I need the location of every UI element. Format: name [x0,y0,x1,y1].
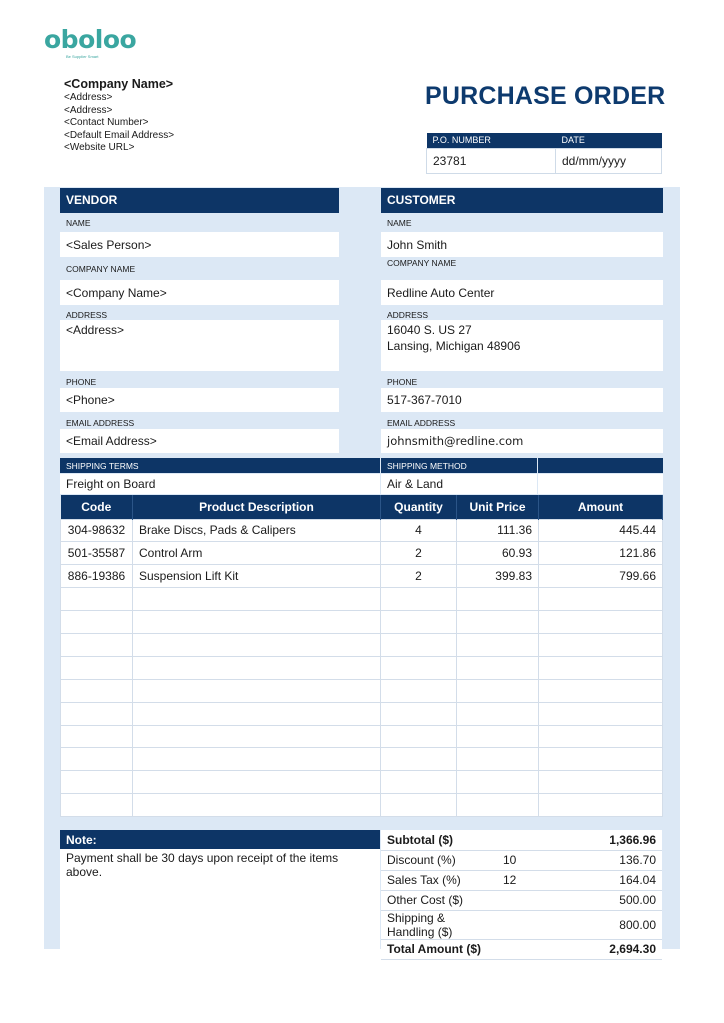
item-quantity[interactable] [381,771,457,794]
item-description[interactable] [133,794,381,817]
table-row [61,702,663,725]
item-quantity[interactable] [381,794,457,817]
item-unit-price[interactable] [457,794,539,817]
vendor-address-label: ADDRESS [66,310,108,320]
totals-row-subtotal [381,830,662,850]
item-description[interactable] [133,748,381,771]
totals-table [381,830,662,960]
company-info [64,77,174,155]
item-code[interactable] [61,771,133,794]
items-table [60,495,663,817]
customer-address-line: 16040 S. US 27 [387,323,472,337]
item-code[interactable] [61,794,133,817]
table-row [61,588,663,611]
total-label: Total Amount ($) [381,939,497,959]
item-quantity[interactable] [381,611,457,634]
item-amount[interactable] [539,725,663,748]
item-unit-price[interactable] [457,611,539,634]
col-header-code: Code [61,495,133,519]
customer-address-field[interactable] [381,320,663,371]
customer-company-field[interactable]: Redline Auto Center [381,280,663,305]
item-quantity[interactable] [381,748,457,771]
item-code[interactable]: 886-19386 [61,565,133,588]
company-line: <Contact Number> [64,117,149,128]
item-quantity[interactable] [381,702,457,725]
shipping-terms-field[interactable]: Freight on Board [60,474,380,494]
brand-name: oboloo [44,25,137,54]
item-amount[interactable] [539,794,663,817]
item-quantity[interactable] [381,588,457,611]
item-description[interactable]: Suspension Lift Kit [133,565,381,588]
item-unit-price[interactable] [457,588,539,611]
item-amount[interactable]: 799.66 [539,565,663,588]
brand-logo [44,26,136,59]
table-row [61,794,663,817]
company-line: <Website URL> [64,142,135,153]
company-line: <Default Email Address> [64,129,175,141]
item-unit-price[interactable]: 60.93 [457,542,539,565]
item-description[interactable] [133,588,381,611]
item-unit-price[interactable] [457,702,539,725]
col-header-amount: Amount [539,495,663,519]
col-header-quantity: Quantity [381,495,457,519]
item-quantity[interactable]: 2 [381,565,457,588]
vendor-company-field[interactable]: <Company Name> [60,280,339,305]
total-value: 136.70 [537,850,662,870]
customer-email-label: EMAIL ADDRESS [387,418,456,428]
totals-row-discount [381,850,662,870]
item-unit-price[interactable] [457,725,539,748]
note-heading: Note: [60,830,380,849]
shipping-extra-field[interactable] [538,474,663,494]
po-number-label: P.O. NUMBER [427,133,556,148]
item-quantity[interactable] [381,679,457,702]
table-row [61,679,663,702]
date-field[interactable]: dd/mm/yyyy [556,148,662,173]
total-label: Sales Tax (%) [381,870,497,890]
item-description[interactable]: Control Arm [133,542,381,565]
item-quantity[interactable] [381,725,457,748]
page-title: PURCHASE ORDER [425,82,666,110]
item-description[interactable] [133,771,381,794]
item-description[interactable] [133,633,381,656]
total-rate [497,890,537,910]
customer-name-field[interactable]: John Smith [381,232,663,257]
item-amount[interactable] [539,611,663,634]
vendor-name-label: NAME [66,218,91,228]
total-rate [497,939,537,959]
item-unit-price[interactable] [457,679,539,702]
vendor-heading: VENDOR [60,188,339,213]
customer-company-label: COMPANY NAME [387,258,457,268]
item-amount[interactable] [539,588,663,611]
col-header-unit-price: Unit Price [457,495,539,519]
item-amount[interactable] [539,679,663,702]
shipping-method-field[interactable]: Air & Land [381,474,537,494]
shipping-method-label: SHIPPING METHOD [381,458,537,473]
table-row [61,519,663,542]
item-quantity[interactable] [381,633,457,656]
customer-phone-field[interactable]: 517-367-7010 [381,388,663,412]
item-quantity[interactable] [381,656,457,679]
item-code[interactable] [61,633,133,656]
item-unit-price[interactable] [457,748,539,771]
item-amount[interactable]: 445.44 [539,519,663,542]
col-header-description: Product Description [133,495,381,519]
vendor-address-line: <Address> [66,323,125,337]
customer-address-label: ADDRESS [387,310,429,320]
totals-row-other-cost [381,890,662,910]
item-amount[interactable]: 121.86 [539,542,663,565]
vendor-company-label: COMPANY NAME [66,264,136,274]
shipping-terms-label: SHIPPING TERMS [60,458,380,473]
customer-name-label: NAME [387,218,412,228]
item-code[interactable] [61,725,133,748]
table-row [61,771,663,794]
item-code[interactable]: 304-98632 [61,519,133,542]
item-unit-price[interactable]: 399.83 [457,565,539,588]
item-code[interactable] [61,588,133,611]
total-value[interactable]: 800.00 [537,910,662,939]
table-row [61,565,663,588]
item-amount[interactable] [539,633,663,656]
totals-row-shipping [381,910,662,939]
note-text[interactable]: Payment shall be 30 days upon receipt of the items above. [60,849,380,949]
item-amount[interactable] [539,702,663,725]
total-label: Other Cost ($) [381,890,497,910]
total-value: 164.04 [537,870,662,890]
company-line: <Address> [64,104,113,116]
item-description[interactable] [133,679,381,702]
vendor-name-field[interactable]: <Sales Person> [60,232,339,257]
total-rate [497,830,537,850]
table-row [61,748,663,771]
table-row [61,725,663,748]
total-rate[interactable]: 10 [497,850,537,870]
item-description[interactable] [133,656,381,679]
totals-row-total [381,939,662,959]
table-row [61,611,663,634]
item-code[interactable] [61,611,133,634]
total-label: Discount (%) [381,850,497,870]
item-unit-price[interactable] [457,656,539,679]
vendor-address-field[interactable] [60,320,339,371]
vendor-email-label: EMAIL ADDRESS [66,418,135,428]
item-code[interactable]: 501-35587 [61,542,133,565]
customer-address-line: Lansing, Michigan 48906 [387,339,521,353]
customer-phone-label: PHONE [387,377,418,387]
vendor-phone-label: PHONE [66,377,97,387]
item-code[interactable] [61,748,133,771]
item-unit-price[interactable] [457,771,539,794]
table-row [61,656,663,679]
item-code[interactable] [61,656,133,679]
total-label: Shipping & Handling ($) [381,910,497,939]
shipping-extra-header [538,458,663,473]
vendor-phone-field[interactable]: <Phone> [60,388,339,412]
po-meta-table [426,133,662,174]
item-amount[interactable] [539,656,663,679]
totals-row-sales-tax [381,870,662,890]
item-description[interactable] [133,611,381,634]
company-line: <Address> [64,92,113,103]
item-description[interactable] [133,725,381,748]
item-description[interactable] [133,702,381,725]
item-quantity[interactable]: 2 [381,542,457,565]
company-name: <Company Name> [64,77,174,91]
total-rate [497,910,537,939]
total-label: Subtotal ($) [381,830,497,850]
table-row [61,542,663,565]
total-value[interactable]: 500.00 [537,890,662,910]
customer-heading: CUSTOMER [381,188,663,213]
item-unit-price[interactable] [457,633,539,656]
item-description[interactable]: Brake Discs, Pads & Calipers [133,519,381,542]
customer-email-field[interactable]: johnsmith@redline.com [381,429,663,453]
date-label: DATE [556,133,662,148]
table-row [61,633,663,656]
total-rate[interactable]: 12 [497,870,537,890]
item-amount[interactable] [539,771,663,794]
item-amount[interactable] [539,748,663,771]
item-quantity[interactable]: 4 [381,519,457,542]
total-value: 2,694.30 [537,939,662,959]
item-unit-price[interactable]: 111.36 [457,519,539,542]
item-code[interactable] [61,702,133,725]
vendor-email-field[interactable]: <Email Address> [60,429,339,453]
total-value: 1,366.96 [537,830,662,850]
po-number-field[interactable]: 23781 [427,148,556,173]
item-code[interactable] [61,679,133,702]
brand-tagline: Be Supplier Smart [66,54,99,59]
